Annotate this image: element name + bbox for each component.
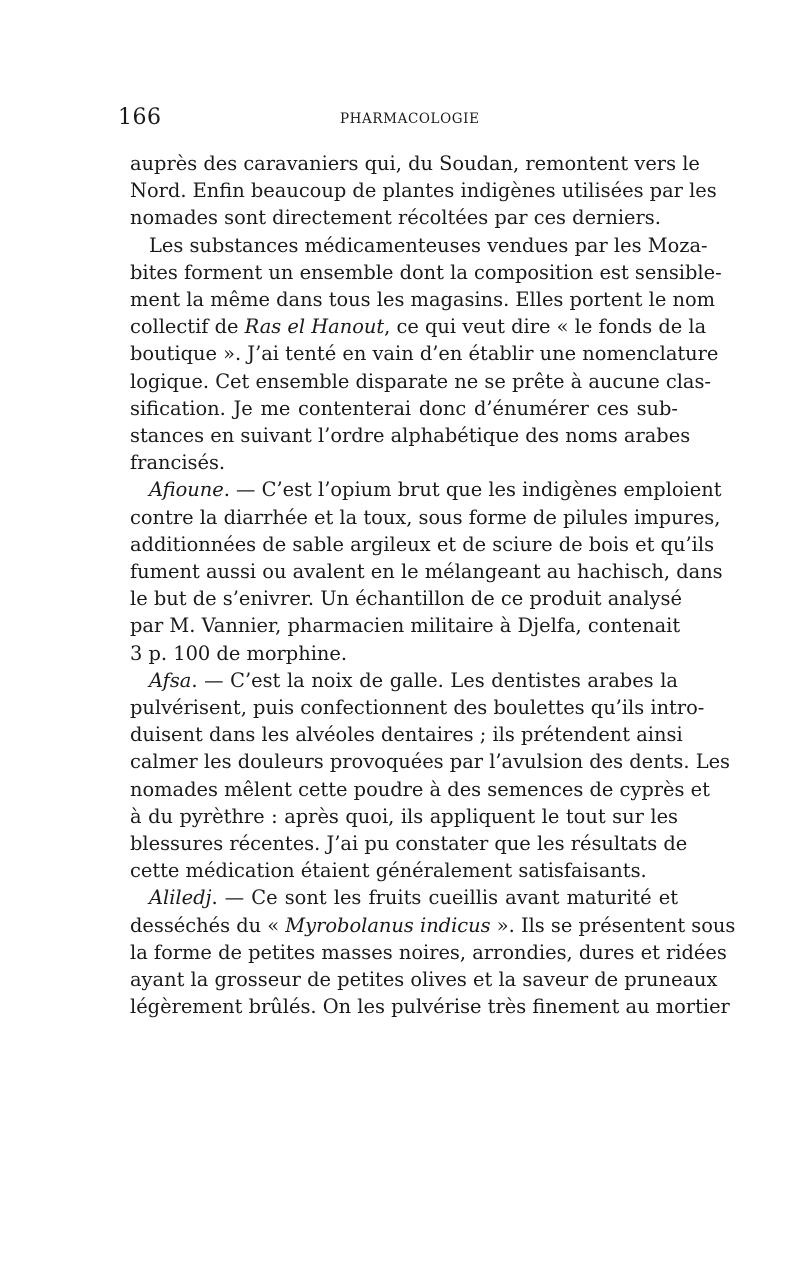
text-line — [130, 340, 719, 367]
text-line — [149, 232, 708, 259]
text-line — [130, 585, 682, 612]
text-line — [130, 640, 678, 667]
running-title: PHARMACOLOGIE — [340, 111, 480, 127]
text-segment: fument aussi ou avalent en le mélangeant au hachisch, dans — [130, 560, 723, 583]
text-line — [149, 884, 678, 911]
text-segment: nomades sont directement récoltées par ces derniers. — [130, 206, 661, 230]
text-line — [130, 449, 678, 476]
text-line — [130, 694, 705, 721]
text-line — [130, 204, 678, 231]
text-segment: cette médication étaient généralement satisfaisants. — [130, 859, 647, 883]
text-segment: . — C’est la noix de galle. Les dentistes arabes la — [191, 668, 678, 692]
text-segment: . — Ce sont les fruits cueillis avant maturité et — [211, 886, 678, 910]
italic-term: Ras el Hanout — [244, 315, 385, 339]
text-segment: ». Ils se présentent sous — [490, 913, 736, 937]
text-line — [149, 667, 678, 694]
text-segment: blessures récentes. J’ai pu constater que les résultats de — [130, 832, 688, 855]
text-segment: francisés. — [130, 451, 226, 475]
text-segment: contre la diarrhée et la toux, sous forme de pilules impures, — [130, 505, 721, 529]
text-line — [130, 504, 721, 531]
italic-term: Myrobolanus indicus — [285, 913, 491, 937]
text-line — [130, 558, 723, 585]
text-segment: Les substances médicamenteuses vendues par les Moza- — [149, 233, 708, 257]
text-segment: ment la même dans tous les magasins. Elles portent le nom — [130, 288, 716, 311]
text-segment: la forme de petites masses noires, arrondies, dures et ridées — [130, 940, 727, 964]
text-segment: par M. Vannier, pharmacien militaire à Djelfa, contenait — [130, 614, 681, 638]
text-line — [149, 476, 722, 503]
text-line — [130, 939, 727, 966]
text-segment: duisent dans les alvéoles dentaires ; ils prétendent ainsi — [130, 723, 683, 747]
italic-term: Aliledj — [149, 886, 212, 910]
text-line — [130, 368, 711, 395]
text-line — [130, 177, 717, 204]
text-segment: légèrement brûlés. On les pulvérise très finement au mortier — [130, 995, 730, 1019]
text-line — [130, 803, 678, 830]
text-line — [130, 721, 683, 748]
text-line — [130, 259, 722, 286]
text-segment: logique. Cet ensemble disparate ne se prête à aucune clas- — [130, 369, 711, 393]
text-line — [130, 531, 715, 558]
text-segment: . — C’est l’opium brut que les indigènes emploient — [223, 478, 722, 502]
text-segment: boutique ». J’ai tenté en vain d’en établir une nomenclature — [130, 342, 719, 366]
text-segment: pulvérisent, puis confectionnent des boulettes qu’ils intro- — [130, 696, 705, 719]
text-line — [130, 776, 710, 803]
text-segment: auprès des caravaniers qui, du Soudan, remontent vers le — [130, 152, 700, 175]
text-line — [130, 912, 736, 939]
text-line — [130, 748, 730, 775]
text-segment: Nord. Enfin beaucoup de plantes indigènes utilisées par les — [130, 179, 717, 203]
text-line — [130, 313, 707, 340]
text-segment: desséchés du « — [130, 913, 286, 937]
text-line — [130, 993, 730, 1020]
text-segment: collectif de — [130, 315, 245, 339]
text-segment: sification. Je me contenterai donc d’énumérer ces sub- — [130, 396, 678, 420]
page-number: 166 — [118, 105, 162, 130]
text-segment: stances en suivant l’ordre alphabétique des noms arabes — [130, 424, 691, 447]
italic-term: Afsa — [149, 668, 192, 692]
text-body — [130, 150, 736, 1050]
text-segment: bites forment un ensemble dont la composition est sensible- — [130, 260, 722, 284]
text-segment: additionnées de sable argileux et de sciure de bois et qu’ils — [130, 532, 715, 556]
text-segment: le but de s’enivrer. Un échantillon de ce produit analysé — [130, 587, 682, 611]
text-segment: calmer les douleurs provoquées par l’avulsion des dents. Les — [130, 750, 730, 774]
text-segment: à du pyrèthre : après quoi, ils appliquent le tout sur les — [130, 804, 678, 828]
text-line — [130, 395, 678, 422]
text-segment: , ce qui veut dire « le fonds de la — [384, 315, 707, 339]
text-segment: ayant la grosseur de petites olives et la saveur de pruneaux — [130, 968, 718, 991]
text-segment: 3 p. 100 de morphine. — [130, 641, 348, 665]
running-head — [118, 102, 678, 134]
text-line — [130, 612, 681, 639]
text-line — [130, 422, 691, 449]
text-line — [130, 857, 678, 884]
text-segment: nomades mêlent cette poudre à des semences de cyprès et — [130, 777, 710, 801]
italic-term: Afioune — [149, 478, 224, 502]
text-line — [130, 150, 700, 177]
text-line — [130, 830, 688, 857]
text-line — [130, 966, 718, 993]
text-line — [130, 286, 716, 313]
